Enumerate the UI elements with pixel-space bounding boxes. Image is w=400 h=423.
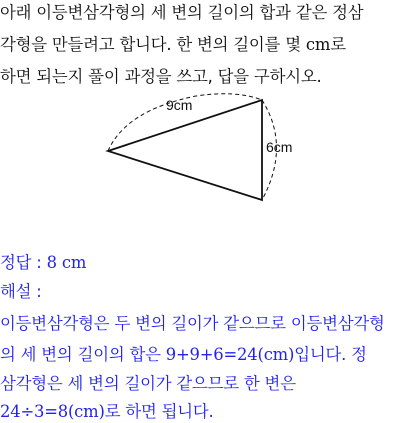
explanation-sum-expression: 9+9+6=24(cm): [165, 345, 295, 364]
explanation-line-2-text: 의 세 변의 길이의 합은: [0, 345, 166, 364]
question-line-2-end: 로: [330, 35, 346, 54]
explanation-line-2: [0, 344, 367, 366]
answer-value: 8 cm: [46, 253, 87, 272]
question-line-2-text: 각형을 만들려고 합니다. 한 변의 길이를 몇: [0, 35, 306, 54]
explanation-line-3: 삼각형은 세 변의 길이가 같으므로 한 변은: [0, 374, 296, 393]
question-line-2: [0, 34, 346, 56]
side-label-9cm: 9cm: [166, 97, 193, 113]
explanation-division-expression: 24÷3=8(cm): [0, 402, 105, 421]
question-unit: cm: [305, 35, 331, 54]
isosceles-triangle: [108, 100, 262, 200]
explanation-line-1: 이등변삼각형은 두 변의 길이가 같으므로 이등변삼각형: [0, 314, 385, 333]
answer-line: [0, 252, 86, 274]
explanation-line-4: [0, 401, 214, 423]
triangle-figure: [96, 88, 296, 208]
question-line-3: 하면 되는지 풀이 과정을 쓰고, 답을 구하시오.: [0, 67, 322, 86]
answer-label: 정답 :: [0, 253, 42, 272]
question-line-1: 아래 이등변삼각형의 세 변의 길이의 합과 같은 정삼: [0, 3, 364, 22]
explanation-line-2-end: 입니다. 정: [294, 345, 367, 364]
side-label-6cm: 6cm: [266, 139, 293, 155]
explanation-label: 해설 :: [0, 282, 42, 301]
explanation-line-4-end: 로 하면 됩니다.: [104, 402, 214, 421]
